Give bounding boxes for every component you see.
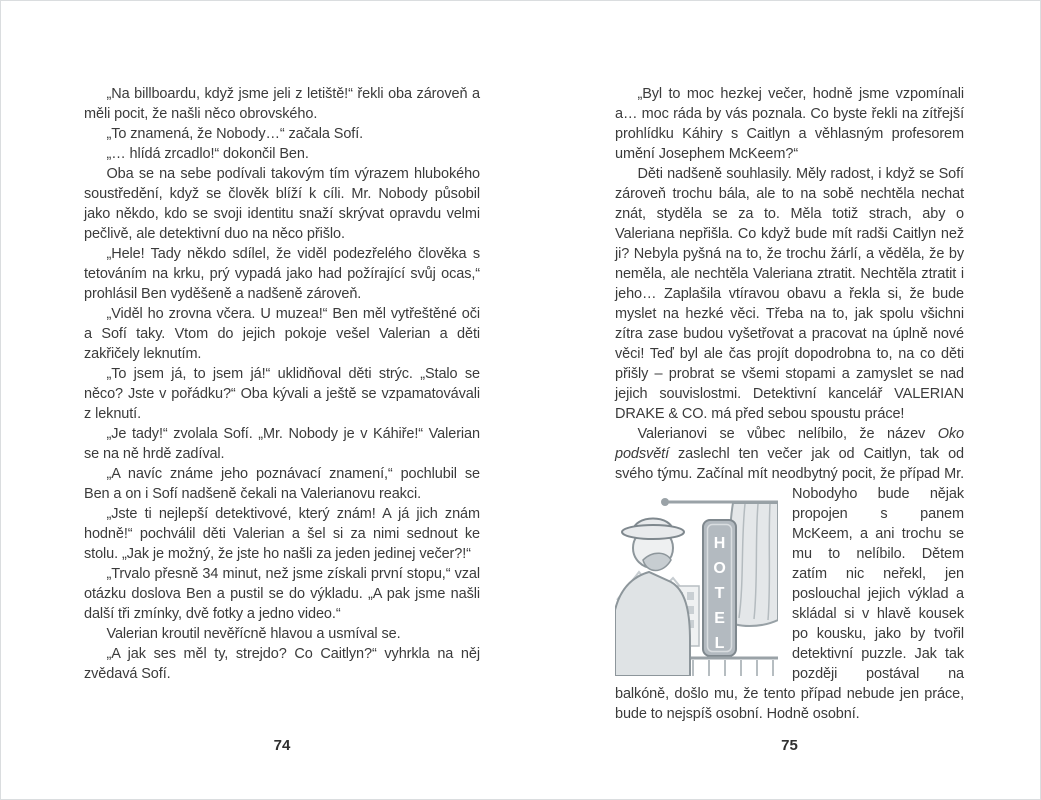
paragraph: „A jak ses měl ty, strejdo? Co Caitlyn?“ vyhrkla na něj zvědavá Sofí. [84,646,480,682]
man-graphic [615,519,690,677]
hotel-sign-letter: H [713,535,726,552]
paragraph: „Jste ti nejlepší detektivové, který znám! A já jich znám hodně!“ pochválil děti Valerian a šel si za nimi sednout ke stolu. „Jak je možný, že jste ho našli za jeden jedinej večer?!“ [84,506,480,562]
page-number-left: 74 [273,737,291,754]
book-title-italic: Oko podsvětí [615,426,964,462]
paragraph: Oba se na sebe podívali takovým tím výrazem hlubokého soustředění, když se člověk blíží k cíli. Mr. Nobody působil jako někdo, kdo se svoji identitu snaží skrývat opravdu velmi pečlivě, ale detektivní duo na něco přišlo. [84,166,480,242]
left-page [84,84,480,684]
paragraph: „A navíc známe jeho poznávací znamení,“ pochlubil se Ben a on i Sofí nadšeně čekali na Valerianovu reakci. [84,466,480,502]
right-page [615,84,964,724]
text-segment: zaslechl ten večer jak od Caitlyn, tak od svého týmu. Začínal mít neodbytný pocit, že případ Mr. Nobodyho bude [615,446,964,502]
paragraph: „Viděl ho zrovna včera. U muzea!“ Ben měl vytřeštěné oči a Sofí taky. Vtom do jejich pokoje vešel Valerian a děti zakřičely leknutím. [84,306,480,362]
hotel-sign [703,520,736,656]
paragraph: Valerian kroutil nevěřícně hlavou a usmíval se. [106,626,401,642]
paragraph: „To jsem já, to jsem já!“ uklidňoval děti strýc. „Stalo se něco? Jste v pořádku?“ Oba kývali a ještě se vzpamatovávali z leknutí. [84,366,480,422]
paragraph: „To znamená, že Nobody…“ začala Sofí. [106,126,364,142]
paragraph: „… hlídá zrcadlo!“ dokončil Ben. [106,146,309,162]
paragraph: Děti nadšeně souhlasily. Měly radost, i když se Sofí zároveň trochu bála, ale to na sobě nechtěla nechat znát, styděla se za to. Měla totiž strach, aby o Valeriana nepřišla. Co když bude mít radši Caitlyn než ji? Nebyla pyšná na to, že trochu žárlí, a věděla, že by neměla, ale nechtěla Valeriana ztratit. Nechtěla ztratit i jeho… Zaplašila vtíravou obavu a řekla si, že bude myslet na hezké věci. Třeba na to, jak spolu všichni zítra zase budou vyšetřovat a pracovat na úplně nové věci! Teď byl ale čas projít dopodrobna to, na co děti přišly – probrat se všemi stopami a zamyslet se nad jejich souvislostmi. Detektivní kancelář VALERIAN DRAKE & CO. má před sebou spoustu práce! [615,166,964,422]
hotel-sign-letter: O [713,560,726,577]
hotel-sign-letter: L [714,635,725,652]
text-segment: nějak propojen s panem McKeem, a ani trochu se mu to nelíbilo. Dětem zatím nic neřekl, jen poslouchal jejich výklad a skládal si v hlavě kousek po kousku, jako by tvořil detektivní puzzle. Jak tak později postával na balkóně, došlo mu, že tento případ nebude jen práce, bude to nejspíš osobní. Hodně osobní. [615,486,964,722]
text-segment: Valerianovi se vůbec nelíbilo, že název [637,426,938,442]
paragraph-with-illustration [615,424,964,724]
railing-graphic [681,658,778,676]
hotel-sign-letter: E [714,610,725,627]
paragraph: „Trvalo přesně 34 minut, než jsme získali první stopu,“ vzal otázku doslova Ben a pustil se do výkladu. „A pak jsme našli další tři zmínky, dvě fotky a jedno video.“ [84,566,480,622]
page-number-right: 75 [781,737,798,754]
balcony-illustration [615,488,778,676]
hotel-sign-letter: T [714,585,725,602]
paragraph: „Je tady!“ zvolala Sofí. „Mr. Nobody je v Káhiře!“ Valerian se na ně hrdě zadíval. [84,426,480,462]
paragraph: „Byl to moc hezkej večer, hodně jsme vzpomínali a… moc ráda by vás poznala. Co byste řekli na zítřejší prohlídku Káhiry s Caitlyn a věhlasným profesorem umění Josephem McKeem?“ [615,86,964,162]
paragraph: „Na billboardu, když jsme jeli z letiště!“ řekli oba zároveň a měli pocit, že našli něco obrovského. [84,86,480,122]
paragraph: „Hele! Tady někdo sdílel, že viděl podezřelého člověka s tetováním na krku, prý vypadá jako had požírající svůj ocas,“ prohlásil Ben vyděšeně a nadšeně zároveň. [84,246,480,302]
